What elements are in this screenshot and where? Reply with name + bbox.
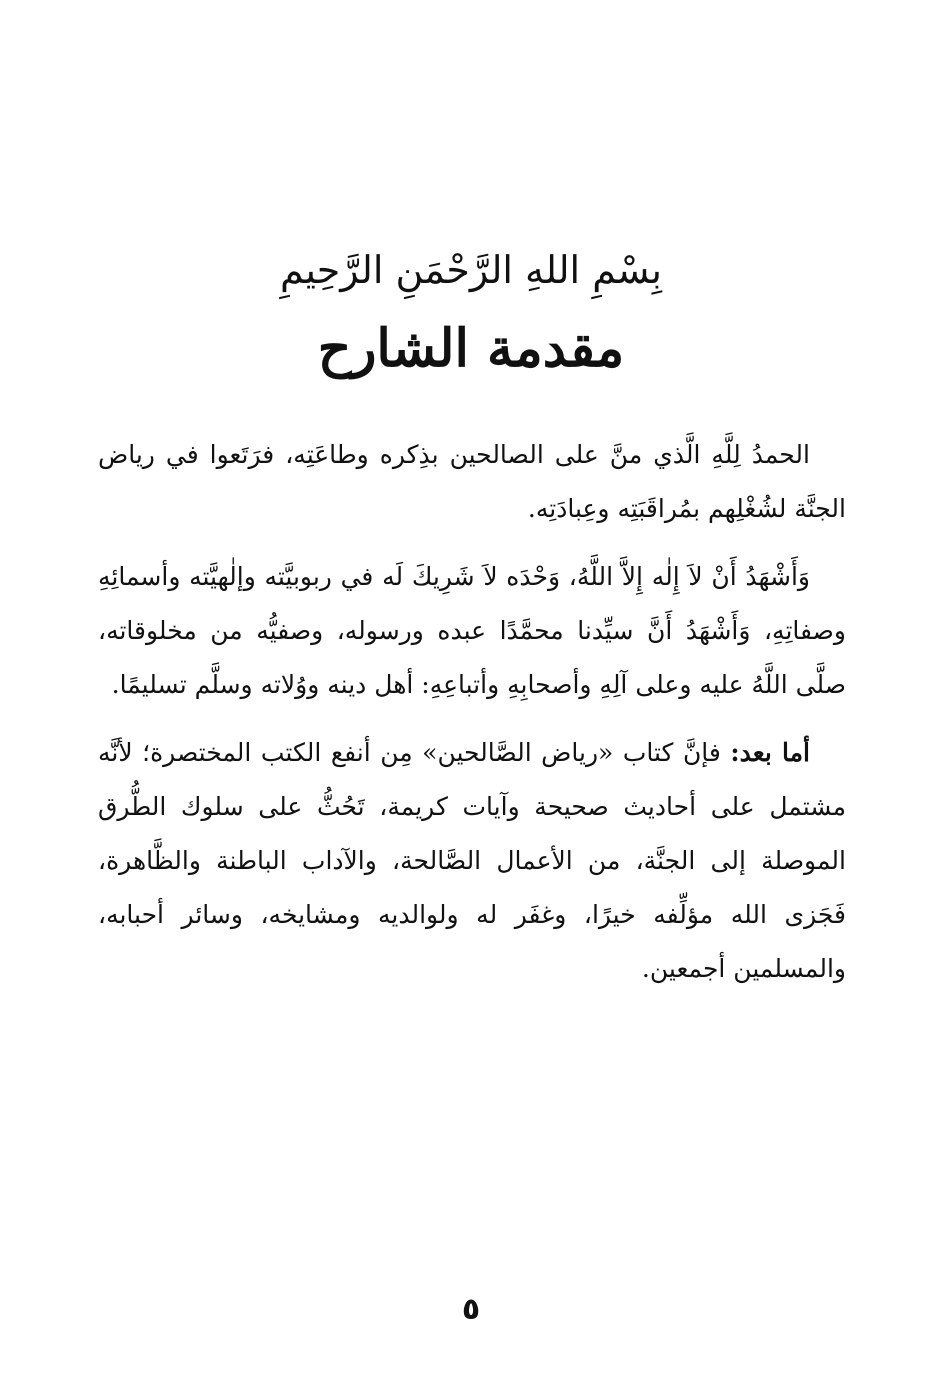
- page-number: ٥: [461, 1292, 481, 1327]
- paragraph-praise: الحمدُ لِلَّهِ الَّذي منَّ على الصالحين بذِكره وطاعَتِه، فرَتَعوا في رياض الجنَّة لشُغْلِهم بمُراقَبَتِه وعِبادَتِه.: [98, 440, 846, 523]
- amma-bad-lead: أما بعد:: [730, 738, 811, 767]
- basmala-heading: بِسْمِ اللهِ الرَّحْمَنِ الرَّحِيمِ: [280, 248, 662, 292]
- page-title: مقدمة الشارح: [317, 318, 625, 379]
- body-text: [98, 428, 846, 1010]
- amma-bad-text: فإنَّ كتاب «رياض الصَّالحين» مِن أنفع الكتب المختصرة؛ لأنَّه مشتمل على أحاديث صحيحة وآيات كريمة، تَحُثُّ على سلوك الطُّرق الموصلة إلى الجنَّة، من الأعمال الصَّالحة، والآداب الباطنة والظَّاهرة، فَجَزى الله مؤلِّفه خيرًا، وغفَر له ولوالديه ومشايخه، وسائر أحبابه، والمسلمين أجمعين.: [98, 738, 846, 983]
- paragraph-testimony: وَأَشْهَدُ أَنْ لاَ إِلٰه إِلاَّ اللَّهُ، وَحْدَه لاَ شَرِيكَ لَه في ربوبيَّته وإلٰهيَّته وأسمائِهِ وصفاتِهِ، وَأَشْهَدُ أَنَّ سيِّدنا محمَّدًا عبده ورسوله، وصفيُّه من مخلوقاته، صلَّى اللَّهُ عليه وعلى آلِهِ وأصحابِهِ وأتباعِهِ: أهل دينه ووُلاته وسلَّم تسليمًا.: [98, 562, 846, 699]
- paragraph-amma-bad: [98, 726, 846, 996]
